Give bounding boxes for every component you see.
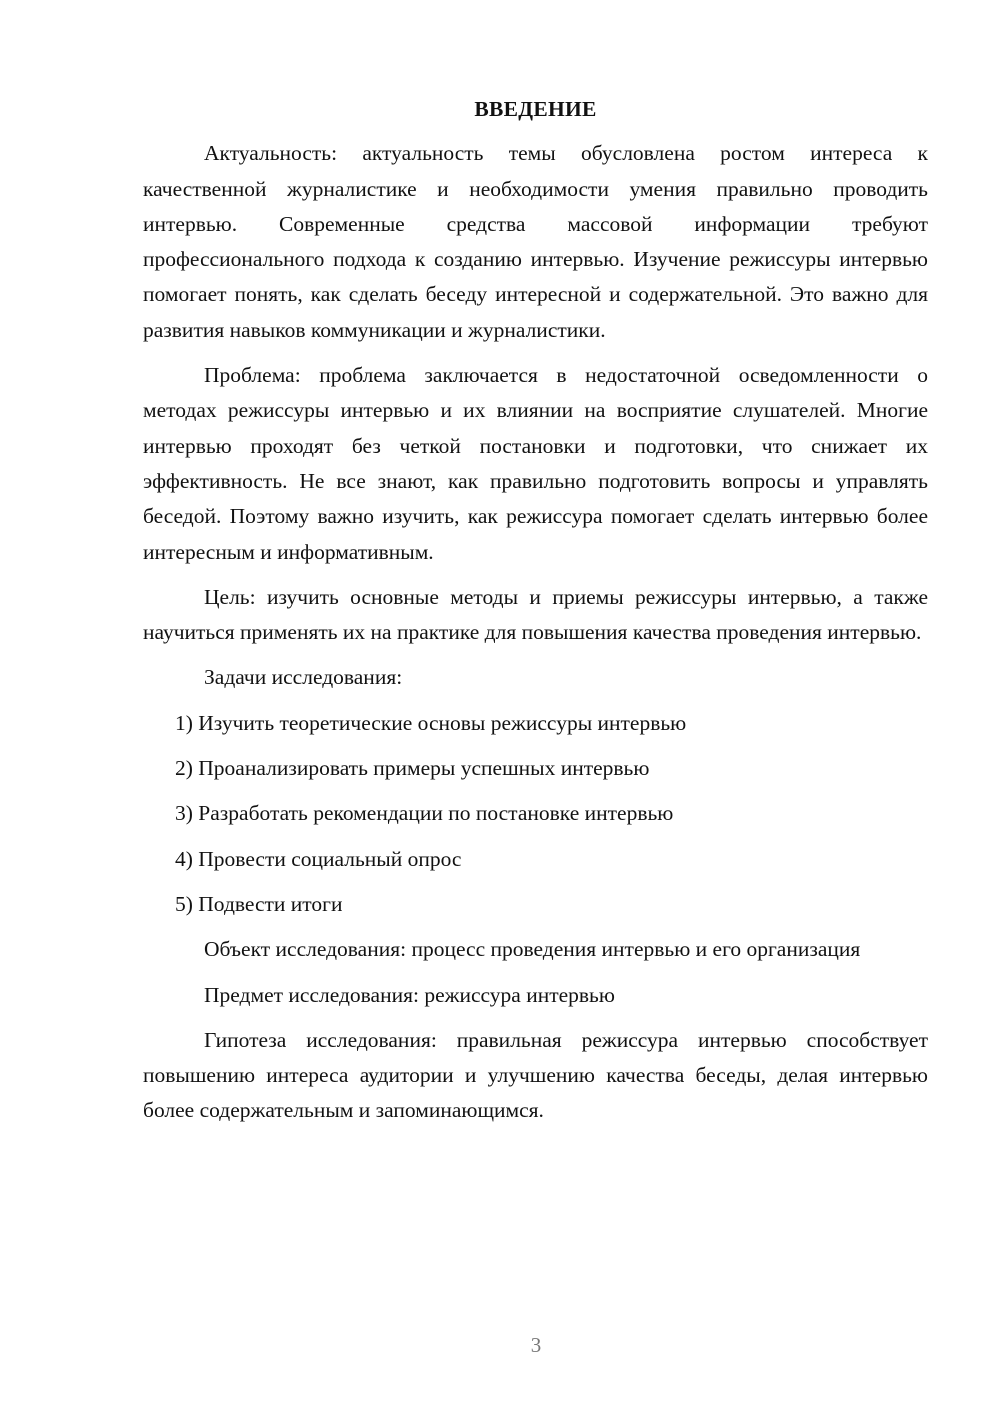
tasks-list xyxy=(143,706,928,922)
hypothesis-paragraph: Гипотеза исследования: правильная режиссура интервью способствует повышению интереса аудитории и улучшению качества беседы, делая интервью более содержательным и запоминающимся. xyxy=(143,1027,928,1123)
list-item: 2) Проанализировать примеры успешных интервью xyxy=(175,756,650,781)
subject-paragraph: Предмет исследования: режиссура интервью xyxy=(204,982,615,1007)
list-item: 5) Подвести итоги xyxy=(175,891,343,916)
object-paragraph: Объект исследования: процесс проведения интервью и его организация xyxy=(204,937,861,962)
goal-paragraph: Цель: изучить основные методы и приемы режиссуры интервью, а также научиться применять их на практике для повышения качества проведения интервью. xyxy=(143,584,928,645)
list-item: 1) Изучить теоретические основы режиссуры интервью xyxy=(175,710,687,735)
problem-paragraph: Проблема: проблема заключается в недостаточной осведомленности о методах режиссуры интервью и их влиянии на восприятие слушателей. Многие интервью проходят без четкой постановки и подготовки, что снижает их эффективность. Не все знают, как правильно подготовить вопросы и управлять беседой. Поэтому важно изучить, как режиссура помогает сделать интервью более интересным и информативным. xyxy=(143,363,928,564)
tasks-heading: Задачи исследования: xyxy=(204,665,403,690)
section-title: ВВЕДЕНИЕ xyxy=(474,97,597,121)
relevance-paragraph: Актуальность: актуальность темы обусловлена ростом интереса к качественной журналистике и необходимости умения правильно проводить интервью. Современные средства массовой информации требуют профессионального подхода к созданию интервью. Изучение режиссуры интервью помогает понять, как сделать беседу интересной и содержательной. Это важно для развития навыков коммуникации и журналистики. xyxy=(143,141,928,342)
list-item: 4) Провести социальный опрос xyxy=(175,846,462,871)
page-number: 3 xyxy=(530,1333,542,1357)
list-item: 3) Разработать рекомендации по постановке интервью xyxy=(175,801,674,826)
document-page xyxy=(143,92,928,1139)
